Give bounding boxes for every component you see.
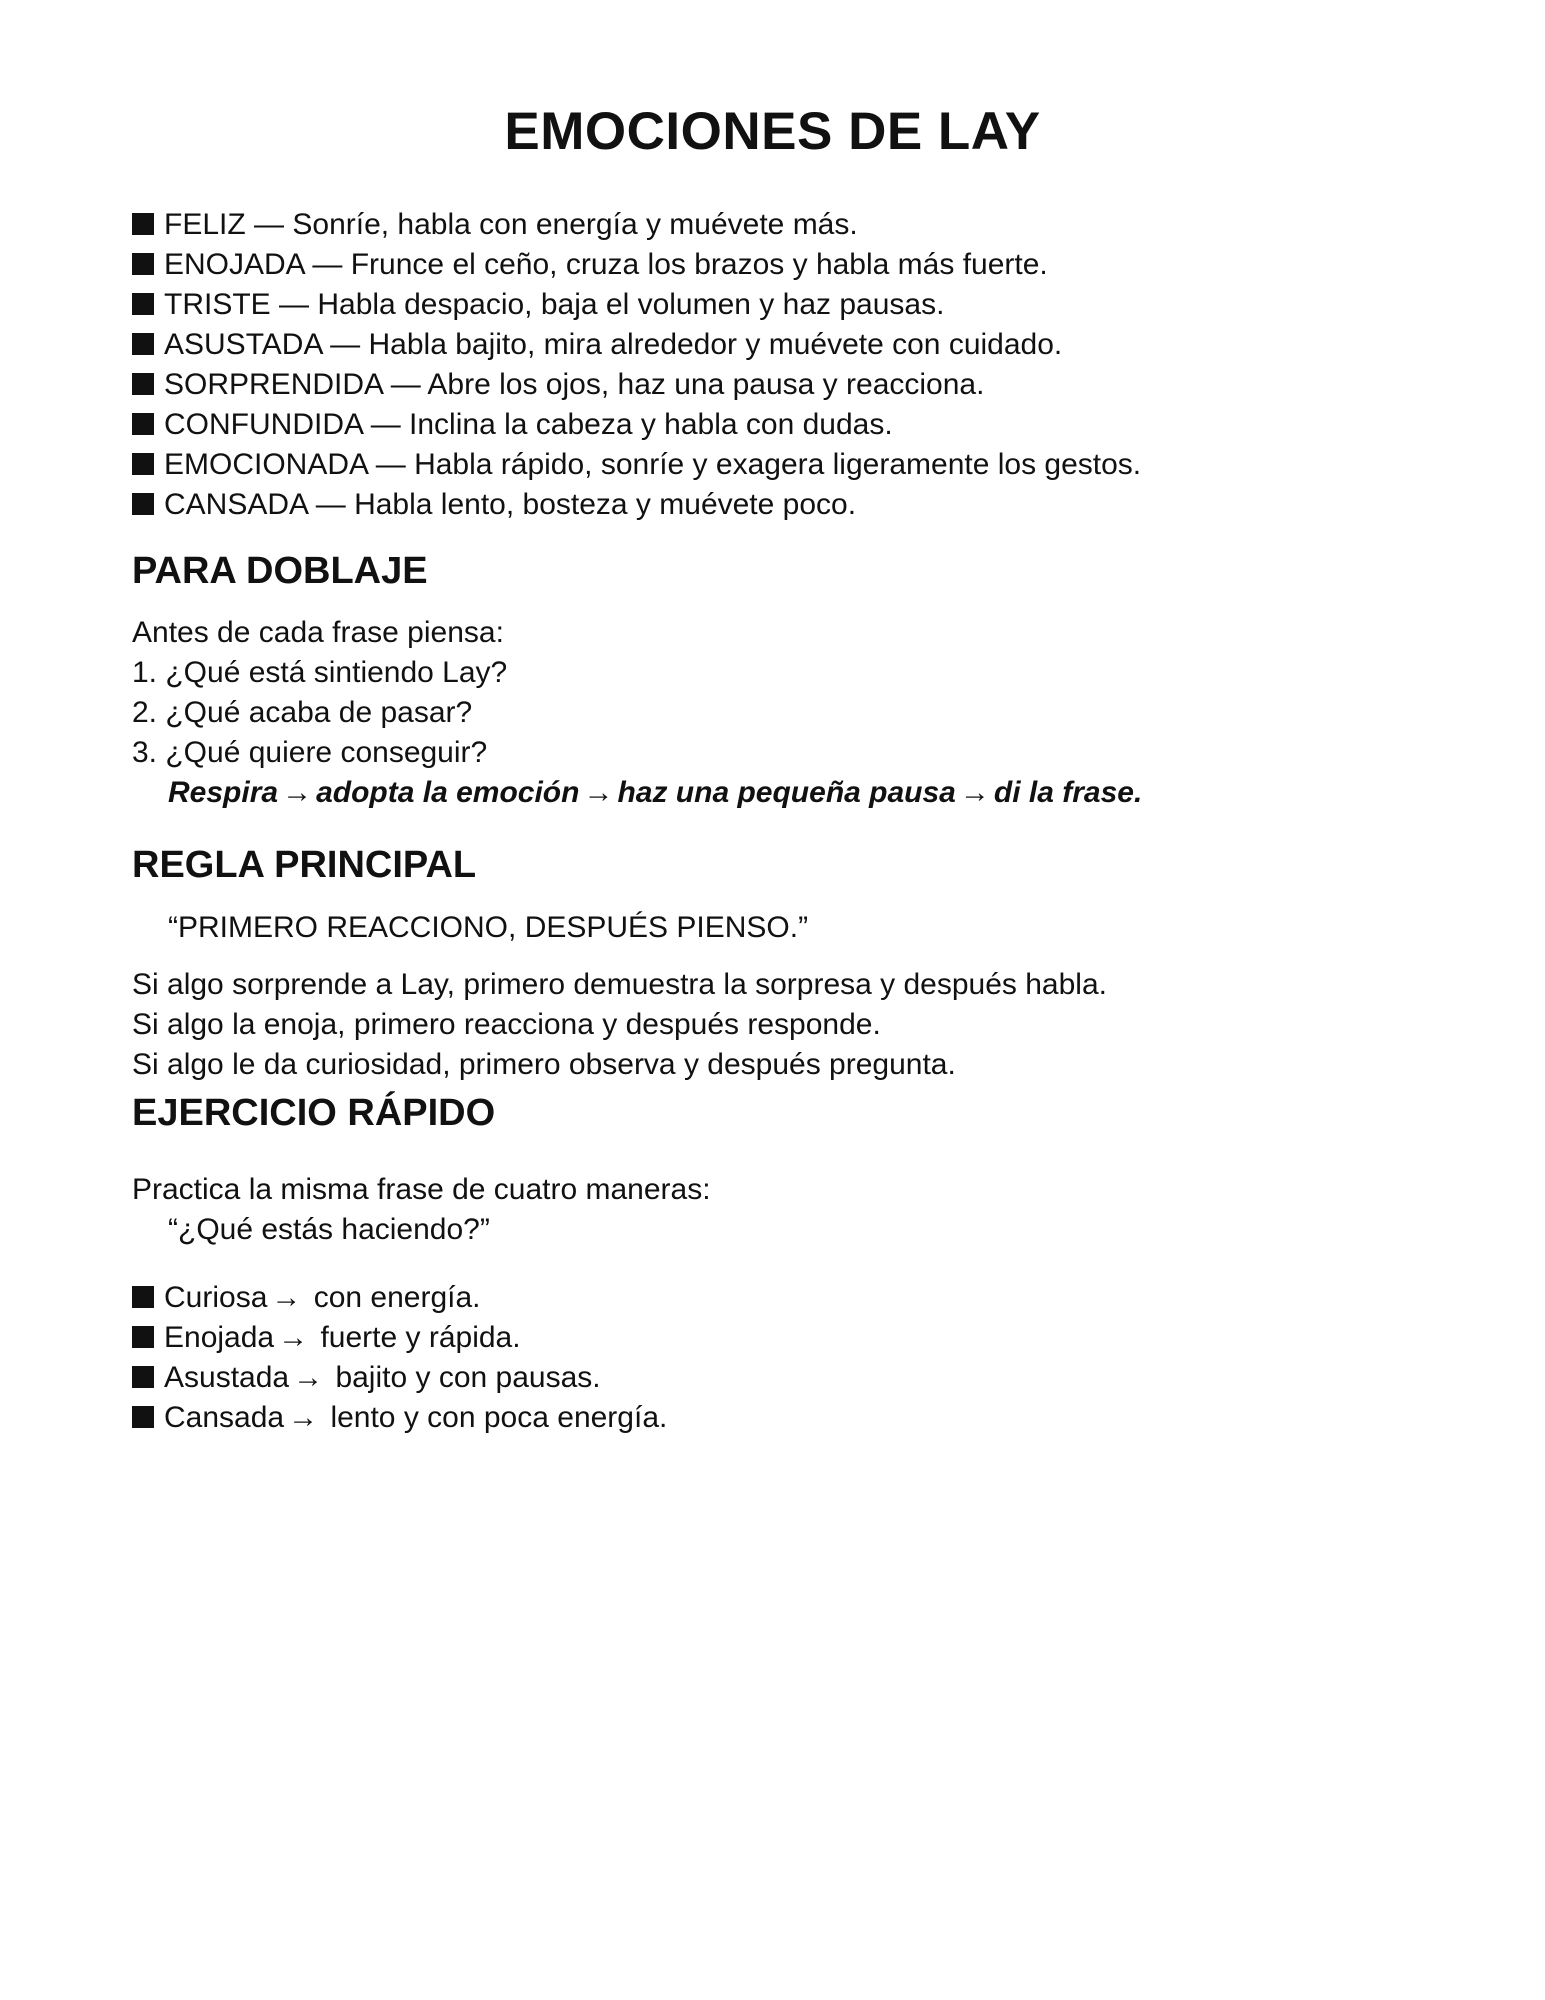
page-title: EMOCIONES DE LAY	[504, 102, 1041, 161]
emotion-name: EMOCIONADA	[164, 448, 368, 481]
mood-how: con energía.	[313, 1281, 481, 1314]
list-item	[132, 1358, 1432, 1398]
mood-how: lento y con poca energía.	[330, 1401, 668, 1434]
emotion-desc: Frunce el ceño, cruza los brazos y habla más fuerte.	[350, 248, 1048, 281]
emotion-name: FELIZ	[164, 208, 246, 241]
ejercicio-intro-block	[132, 1170, 1432, 1250]
emotion-desc: Inclina la cabeza y habla con dudas.	[409, 408, 893, 441]
emotion-desc: Habla bajito, mira alrededor y muévete con cuidado.	[368, 328, 1063, 361]
question-item: 3. ¿Qué quiere conseguir?	[132, 736, 488, 769]
step: di la frase.	[993, 776, 1143, 809]
regla-line: Si algo le da curiosidad, primero observa y después pregunta.	[132, 1048, 956, 1081]
mood-how: fuerte y rápida.	[320, 1321, 521, 1354]
emotion-name: ASUSTADA	[164, 328, 322, 361]
dash: —	[254, 208, 285, 241]
list-item	[132, 1398, 1432, 1438]
arrow-icon: →	[959, 776, 990, 809]
section-heading-para-doblaje: PARA DOBLAJE	[132, 550, 428, 592]
mood-name: Curiosa	[164, 1281, 268, 1314]
list-item	[132, 365, 1432, 405]
steps-line	[132, 773, 1432, 813]
dash: —	[312, 248, 343, 281]
square-bullet-icon	[132, 1406, 154, 1428]
emotions-list	[132, 205, 1432, 525]
regla-line: Si algo sorprende a Lay, primero demuestra la sorpresa y después habla.	[132, 968, 1107, 1001]
square-bullet-icon	[132, 373, 154, 395]
square-bullet-icon	[132, 453, 154, 475]
regla-line: Si algo la enoja, primero reacciona y después responde.	[132, 1008, 881, 1041]
list-item	[132, 485, 1432, 525]
emotion-desc: Habla rápido, sonríe y exagera ligeramente los gestos.	[414, 448, 1142, 481]
step: haz una pequeña pausa	[617, 776, 956, 809]
list-item	[132, 1278, 1432, 1318]
emotion-name: TRISTE	[164, 288, 271, 321]
arrow-icon: →	[271, 1281, 302, 1314]
section-heading-ejercicio: EJERCICIO RÁPIDO	[132, 1092, 496, 1134]
dash: —	[315, 488, 346, 521]
dash: —	[279, 288, 310, 321]
emotion-name: CANSADA	[164, 488, 308, 521]
ejercicio-list	[132, 1278, 1432, 1438]
square-bullet-icon	[132, 413, 154, 435]
square-bullet-icon	[132, 253, 154, 275]
square-bullet-icon	[132, 1326, 154, 1348]
list-item	[132, 245, 1432, 285]
ejercicio-intro: Practica la misma frase de cuatro maneras:	[132, 1173, 711, 1206]
dash: —	[375, 448, 406, 481]
regla-quote-block	[132, 908, 1432, 948]
emotion-name: CONFUNDIDA	[164, 408, 363, 441]
mood-name: Enojada	[164, 1321, 275, 1354]
square-bullet-icon	[132, 1366, 154, 1388]
para-doblaje-body	[132, 613, 1432, 813]
emotion-name: ENOJADA	[164, 248, 305, 281]
square-bullet-icon	[132, 213, 154, 235]
list-item	[132, 405, 1432, 445]
square-bullet-icon	[132, 1286, 154, 1308]
dash: —	[370, 408, 401, 441]
list-item	[132, 445, 1432, 485]
square-bullet-icon	[132, 333, 154, 355]
arrow-icon: →	[293, 1361, 324, 1394]
arrow-icon: →	[282, 776, 313, 809]
step: adopta la emoción	[316, 776, 580, 809]
ejercicio-quote: “¿Qué estás haciendo?”	[168, 1213, 490, 1246]
square-bullet-icon	[132, 293, 154, 315]
arrow-icon: →	[278, 1321, 309, 1354]
mood-how: bajito y con pausas.	[335, 1361, 601, 1394]
emotion-desc: Habla lento, bosteza y muévete poco.	[354, 488, 857, 521]
list-item	[132, 285, 1432, 325]
question-item: 2. ¿Qué acaba de pasar?	[132, 696, 473, 729]
dash: —	[330, 328, 361, 361]
mood-name: Asustada	[164, 1361, 290, 1394]
emotion-desc: Sonríe, habla con energía y muévete más.	[292, 208, 858, 241]
emotion-desc: Habla despacio, baja el volumen y haz pausas.	[317, 288, 945, 321]
section-heading-regla-principal: REGLA PRINCIPAL	[132, 844, 477, 886]
square-bullet-icon	[132, 493, 154, 515]
mood-name: Cansada	[164, 1401, 285, 1434]
arrow-icon: →	[288, 1401, 319, 1434]
list-item	[132, 205, 1432, 245]
list-item	[132, 1318, 1432, 1358]
intro-text: Antes de cada frase piensa:	[132, 616, 504, 649]
dash: —	[390, 368, 421, 401]
regla-quote: “PRIMERO REACCIONO, DESPUÉS PIENSO.”	[168, 911, 809, 944]
list-item	[132, 325, 1432, 365]
emotion-name: SORPRENDIDA	[164, 368, 383, 401]
arrow-icon: →	[583, 776, 614, 809]
regla-principal-body	[132, 965, 1432, 1085]
question-item: 1. ¿Qué está sintiendo Lay?	[132, 656, 508, 689]
step: Respira	[168, 776, 279, 809]
emotion-desc: Abre los ojos, haz una pausa y reacciona.	[427, 368, 985, 401]
